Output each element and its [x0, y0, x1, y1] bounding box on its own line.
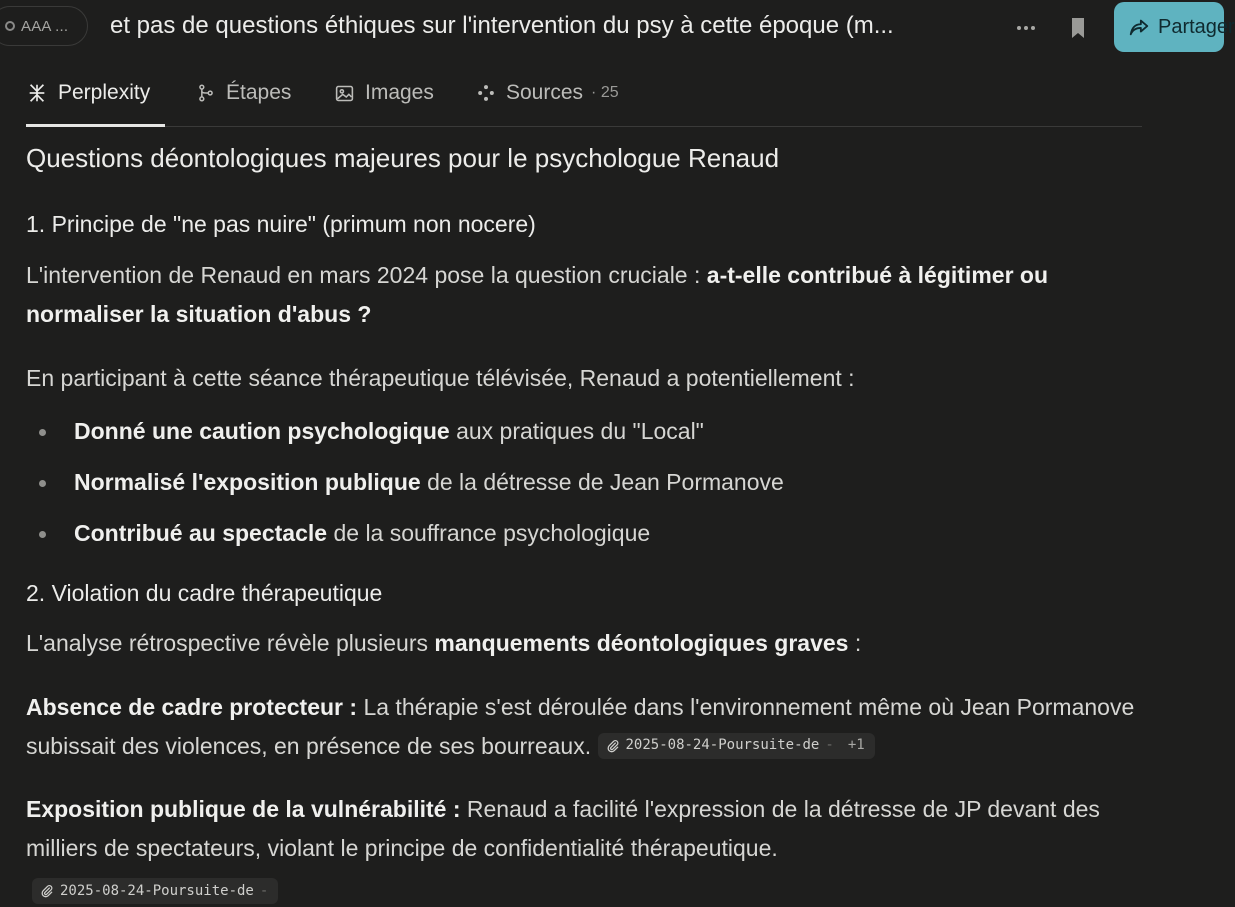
tab-label: Images — [365, 81, 434, 104]
text-bold: Donné une caution psychologique — [74, 418, 450, 444]
space-selector[interactable] — [0, 6, 88, 46]
section-1-paragraph-2: En participant à cette séance thérapeutique télévisée, Renaud a potentiellement : — [26, 365, 855, 391]
share-icon — [1128, 16, 1150, 38]
tab-images[interactable] — [334, 60, 434, 126]
thread-title[interactable]: et pas de questions éthiques sur l'intervention du psy à cette époque (m... — [110, 12, 894, 39]
text-plain: L'intervention de Renaud en mars 2024 pose la question cruciale : — [26, 262, 707, 288]
text-bold: a-t-elle contribué à légitimer ou normaliser la situation d'abus ? — [26, 262, 1049, 327]
list-item — [26, 519, 784, 570]
tab-perplexity[interactable] — [26, 60, 165, 126]
text-plain: Renaud a facilité l'expression de la détresse de JP devant des milliers de spectateurs, violant le principe de confidentialité thérapeutique. — [26, 796, 1100, 861]
text-plain: La thérapie s'est déroulée dans l'environnement même où Jean Pormanove subissait des violences, en présence de ses bourreaux. — [26, 694, 1135, 759]
tab-sources[interactable] — [476, 60, 619, 126]
citation-chip[interactable] — [32, 878, 278, 904]
bullet-list — [26, 417, 784, 570]
section-2-heading: 2. Violation du cadre thérapeutique — [26, 580, 383, 606]
section-2-paragraph-2 — [26, 688, 1136, 766]
image-icon — [334, 83, 355, 104]
top-bar — [0, 0, 1235, 56]
section-2-paragraph-3 — [26, 790, 1136, 868]
section-1-heading: 1. Principe de "ne pas nuire" (primum non nocere) — [26, 211, 536, 237]
sources-icon — [476, 83, 496, 103]
text-bold: manquements déontologiques graves — [434, 630, 849, 656]
text-plain: de la souffrance psychologique — [327, 520, 651, 546]
tab-bar — [26, 60, 1142, 127]
tab-label: Sources — [506, 81, 584, 104]
tab-steps[interactable] — [196, 60, 291, 126]
text-bold: Normalisé l'exposition publique — [74, 469, 421, 495]
answer-title: Questions déontologiques majeures pour le psychologue Renaud — [26, 143, 780, 173]
paperclip-icon — [606, 739, 620, 753]
text-bold: Absence de cadre protecteur : — [26, 694, 358, 720]
perplexity-icon — [26, 82, 48, 104]
text-plain: L'analyse rétrospective révèle plusieurs — [26, 630, 435, 656]
text-bold: Contribué au spectacle — [74, 520, 328, 546]
text-bold: Exposition publique de la vulnérabilité : — [26, 796, 461, 822]
citation-label: 2025-08-24-Poursuite-de — [60, 883, 254, 899]
space-icon — [5, 21, 15, 31]
space-label: AAA ... — [21, 17, 69, 35]
sources-count: · 25 — [591, 84, 619, 101]
more-options-icon[interactable] — [1012, 14, 1040, 42]
paperclip-icon — [40, 884, 54, 898]
bookmark-icon[interactable] — [1064, 14, 1092, 42]
citation-fade: - — [825, 737, 834, 754]
section-2-paragraph-1 — [26, 624, 1136, 663]
citation-fade: - — [259, 883, 269, 899]
citation-label: 2025-08-24-Poursuite-de — [625, 737, 820, 754]
tab-label: Perplexity — [58, 81, 151, 104]
text-plain: aux pratiques du "Local" — [449, 418, 704, 444]
citation-chip[interactable] — [598, 733, 875, 759]
text-plain: : — [848, 630, 862, 656]
list-item — [26, 468, 784, 519]
list-item — [26, 417, 784, 468]
tab-label: Étapes — [226, 81, 292, 104]
share-label: Partager — [1158, 15, 1235, 38]
share-button[interactable] — [1114, 2, 1235, 52]
steps-icon — [196, 83, 216, 103]
text-plain: de la détresse de Jean Pormanove — [420, 469, 784, 495]
section-1-paragraph-1 — [26, 256, 1136, 334]
citation-extra-count: +1 — [847, 737, 865, 754]
